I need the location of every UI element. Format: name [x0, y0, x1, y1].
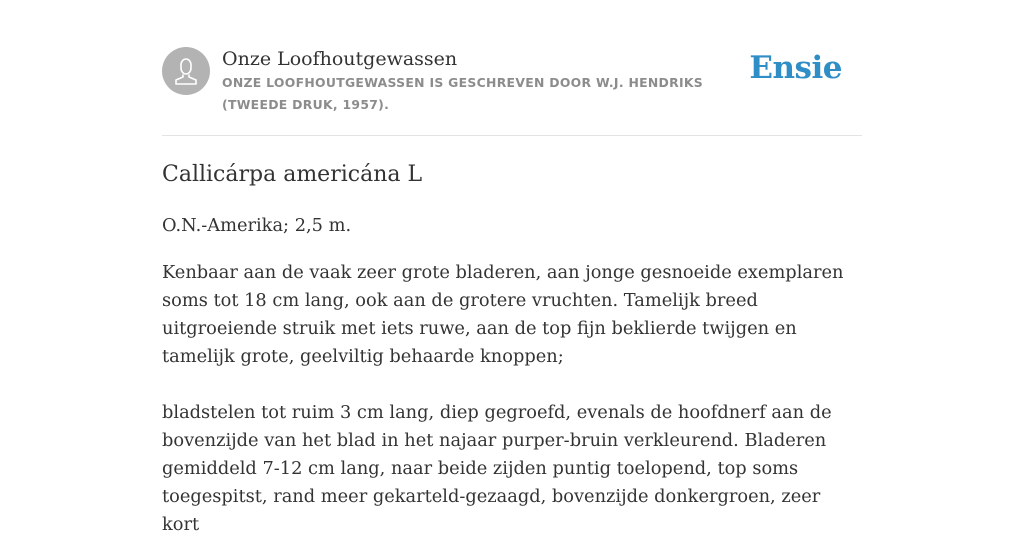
source-header [162, 46, 862, 136]
entry-title: Callicárpa americána L [162, 162, 423, 187]
entry-paragraph-origin: O.N.-Amerika; 2,5 m. [162, 215, 352, 236]
ensie-logo[interactable]: Ensie [749, 50, 842, 86]
avatar[interactable] [162, 47, 210, 95]
source-description: ONZE LOOFHOUTGEWASSEN IS GESCHREVEN DOOR W.J. HENDRIKS (TWEEDE DRUK, 1957). [222, 75, 704, 112]
entry-paragraph-description: Kenbaar aan de vaak zeer grote bladeren, aan jonge gesnoeide exemplaren soms tot 18 cm lang, ook aan de grotere vruchten. Tamelijk breed uitgroeiende struik met iets ruwe, aan de top fijn beklierde twijgen en tamelijk grote, geelviltig behaarde knoppen; [162, 262, 844, 367]
entry-paragraph-leaves: bladstelen tot ruim 3 cm lang, diep gegroefd, evenals de hoofdnerf aan de bovenzijde van het blad in het najaar purper-bruin verkleurend. Bladeren gemiddeld 7-12 cm lang, naar beide zijden puntig toelopend, top soms toegespitst, rand meer gekarteld-gezaagd, bovenzijde donkergroen, zeer kort [162, 402, 832, 535]
source-title[interactable]: Onze Loofhoutgewassen [222, 48, 458, 70]
user-icon [162, 47, 210, 95]
header-divider [162, 135, 862, 136]
